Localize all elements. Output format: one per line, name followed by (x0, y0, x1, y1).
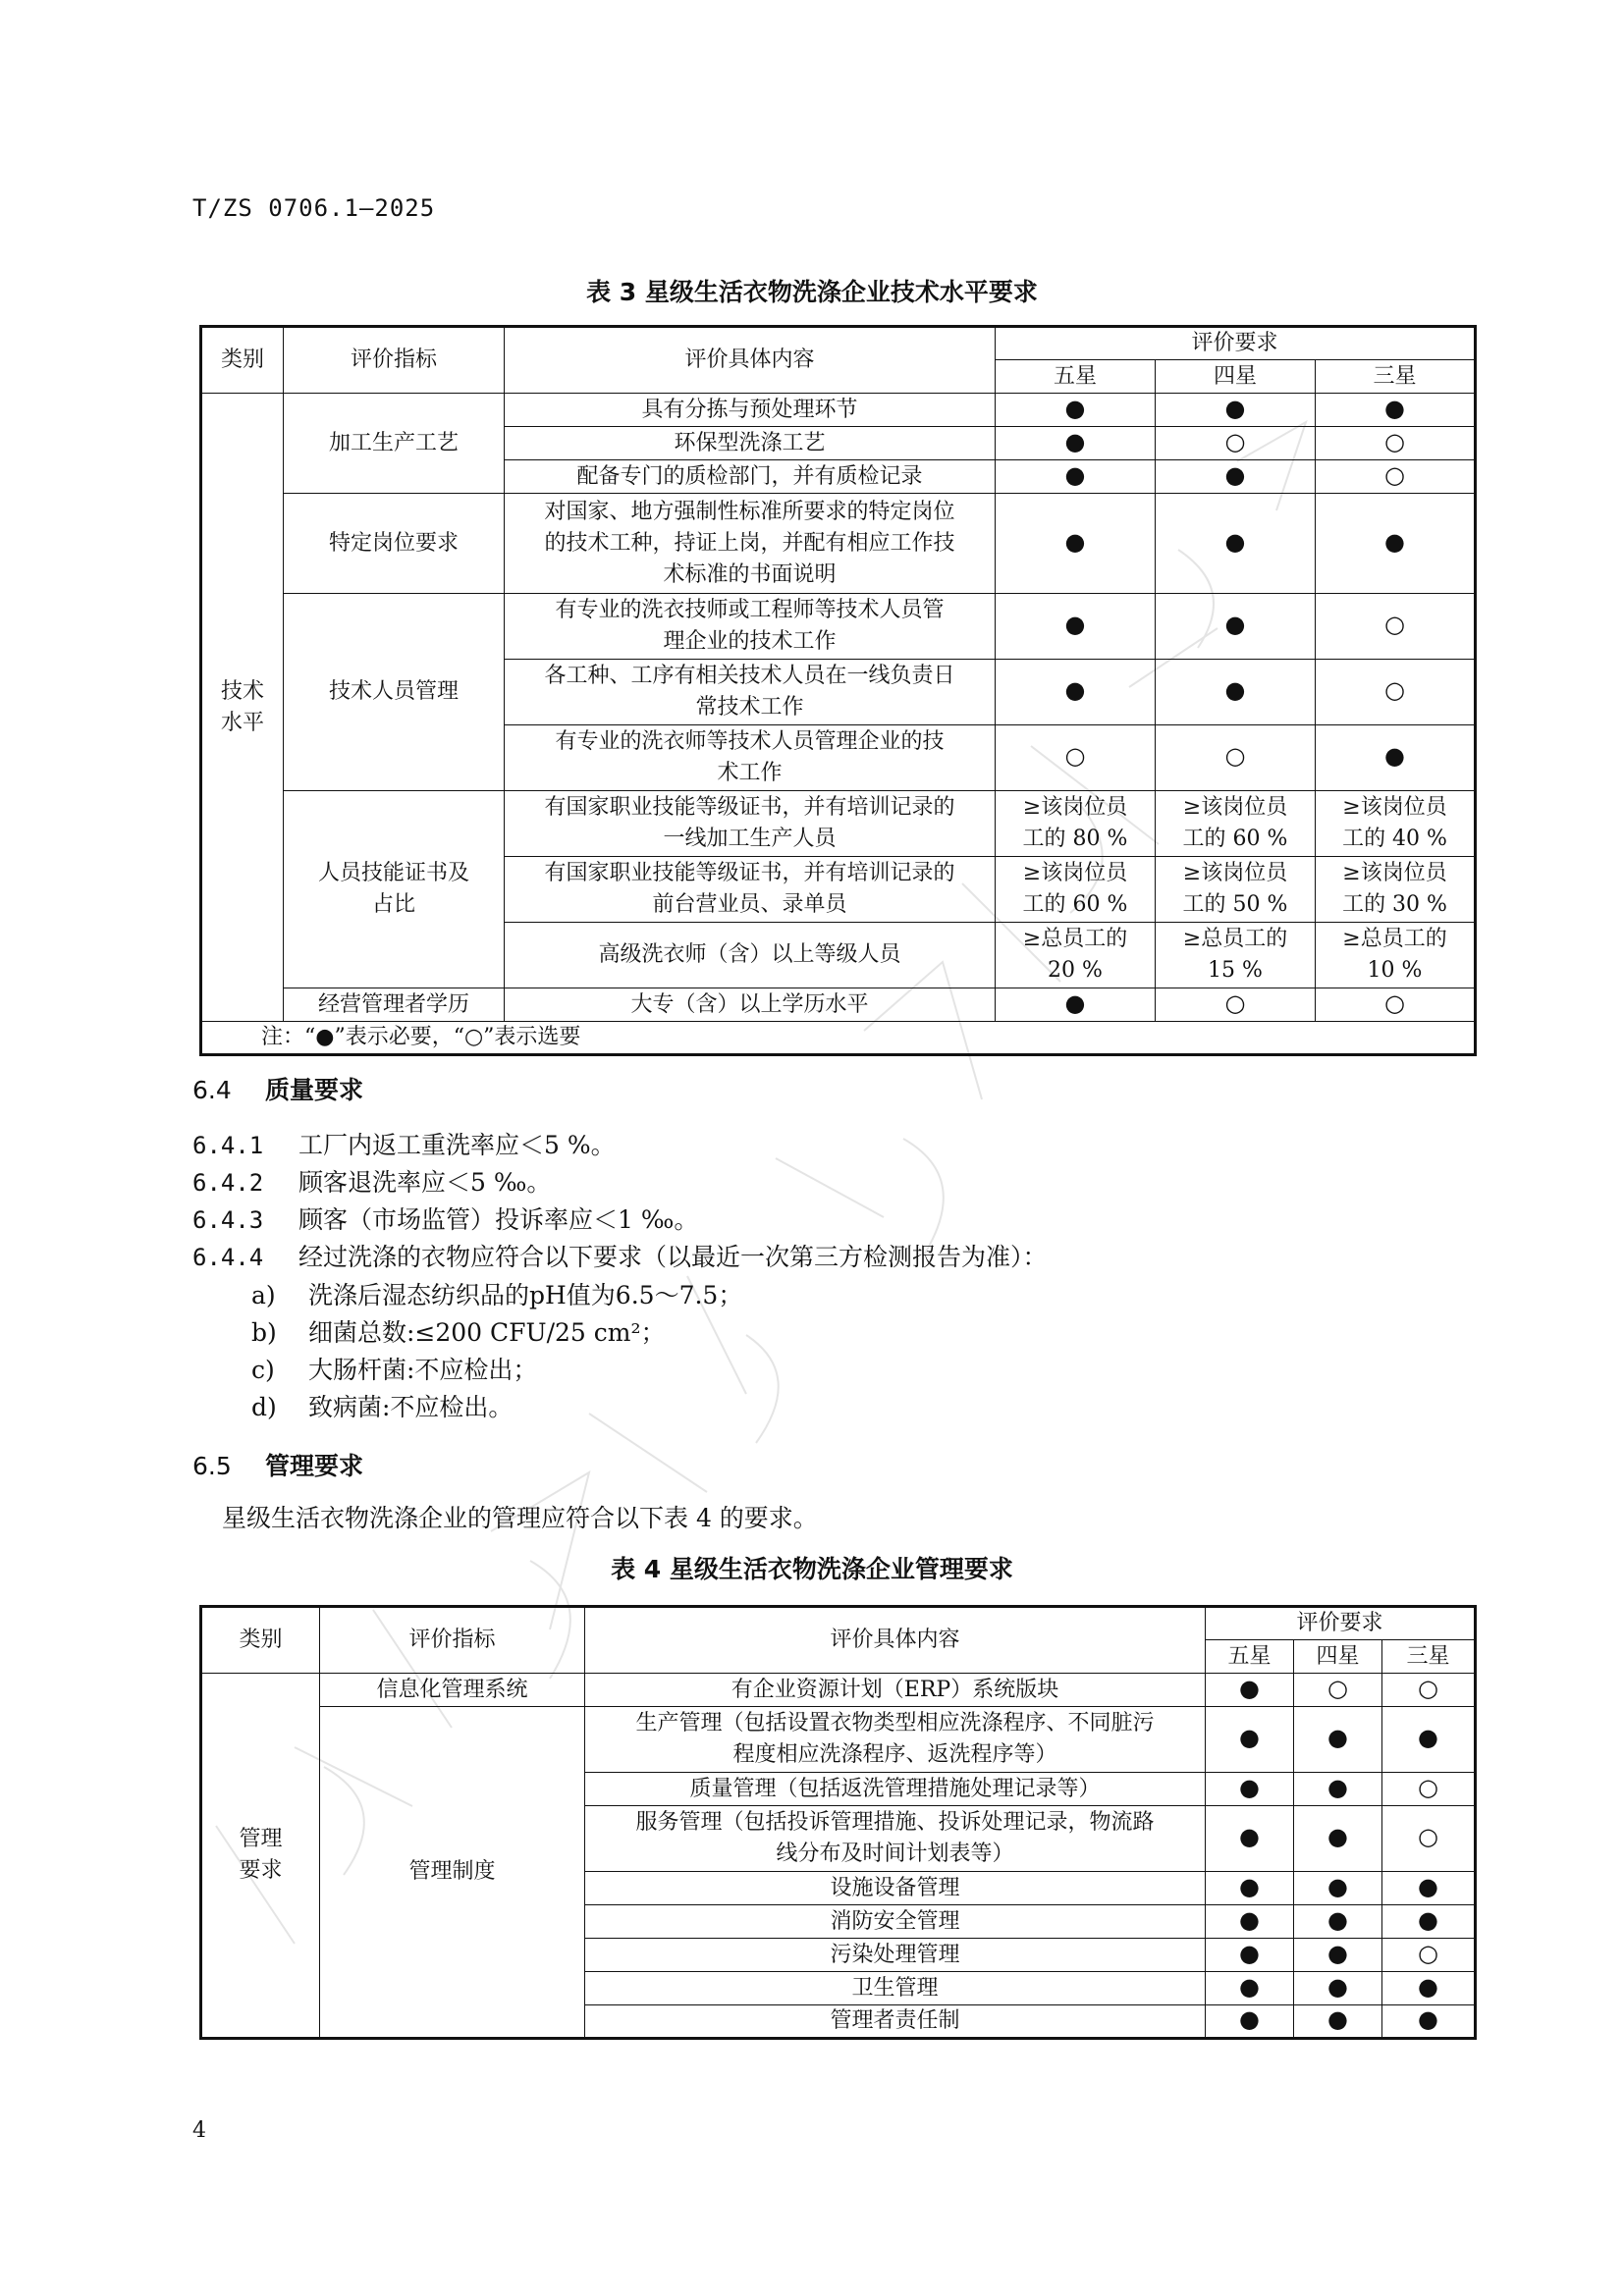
header-eval: 评价要求 (1206, 1607, 1476, 1640)
header-three-star: 三星 (1382, 1640, 1476, 1674)
clause (192, 1126, 616, 1161)
table-note: 注：“●”表示必要，“○”表示选要 (201, 1022, 1476, 1055)
content-cell: 污染处理管理 (585, 1939, 1206, 1972)
content-cell: 有专业的洗衣师等技术人员管理企业的技 术工作 (505, 725, 996, 791)
list-item (251, 1388, 513, 1423)
header-five-star: 五星 (996, 360, 1156, 394)
page-number: 4 (192, 2118, 206, 2143)
indicator-cell: 人员技能证书及 占比 (284, 791, 505, 988)
list-text: 洗涤后湿态纺织品的pH值为6.5～7.5； (308, 1281, 743, 1309)
rating-symbol (1327, 1823, 1348, 1850)
rating-symbol (1065, 395, 1086, 422)
rating-symbol (1065, 461, 1086, 489)
rating-symbol (1418, 1823, 1438, 1850)
indicator-cell: 经营管理者学历 (284, 988, 505, 1022)
list-text: 细菌总数:≤200 CFU/25 cm²； (308, 1318, 666, 1347)
list-label: a) (251, 1281, 276, 1309)
content-cell: 环保型洗涤工艺 (505, 427, 996, 460)
section-title: 质量要求 (265, 1076, 364, 1104)
header-eval: 评价要求 (996, 327, 1476, 360)
clause-text: 经过洗涤的衣物应符合以下要求（以最近一次第三方检测报告为准）： (298, 1243, 1048, 1271)
list-text: 致病菌:不应检出。 (308, 1393, 514, 1421)
rating-symbol (1384, 742, 1405, 770)
content-cell: 配备专门的质检部门，并有质检记录 (505, 460, 996, 494)
table-3 (199, 325, 1477, 1056)
rating-symbol (1065, 676, 1086, 704)
rating-text: ≥该岗位员 工的 30 % (1316, 857, 1476, 923)
rating-symbol (1225, 428, 1246, 455)
category-cell: 技术 水平 (201, 394, 284, 1022)
table-row (201, 594, 1476, 660)
rating-symbol (1239, 1823, 1260, 1850)
rating-symbol (1418, 1675, 1438, 1702)
rating-symbol (1418, 1774, 1438, 1801)
table-row (201, 494, 1476, 594)
rating-symbol (1418, 2005, 1438, 2033)
rating-symbol (1418, 1940, 1438, 1967)
content-cell: 大专（含）以上学历水平 (505, 988, 996, 1022)
rating-symbol (1327, 1906, 1348, 1934)
rating-text: ≥该岗位员 工的 40 % (1316, 791, 1476, 857)
header-content: 评价具体内容 (505, 327, 996, 394)
list-item (251, 1276, 742, 1311)
rating-text: ≥总员工的 10 % (1316, 923, 1476, 988)
rating-symbol (1239, 1906, 1260, 1934)
table-row (201, 1674, 1476, 1707)
clause-number: 6.4.3 (192, 1206, 264, 1234)
rating-symbol (1065, 428, 1086, 455)
rating-symbol (1225, 461, 1246, 489)
table-4-caption: 表 4 星级生活衣物洗涤企业管理要求 (611, 1555, 1013, 1583)
indicator-cell: 信息化管理系统 (320, 1674, 585, 1707)
content-cell: 有专业的洗衣技师或工程师等技术人员管 理企业的技术工作 (505, 594, 996, 660)
table-row (201, 1707, 1476, 1773)
indicator-cell: 技术人员管理 (284, 594, 505, 791)
list-label: c) (251, 1356, 275, 1384)
rating-symbol (1239, 1675, 1260, 1702)
rating-symbol (1225, 611, 1246, 638)
list-item (251, 1313, 666, 1349)
header-indicator: 评价指标 (320, 1607, 585, 1674)
clause (192, 1238, 1048, 1273)
rating-text: ≥该岗位员 工的 60 % (1156, 791, 1316, 857)
header-category: 类别 (201, 327, 284, 394)
paragraph: 星级生活衣物洗涤企业的管理应符合以下表 4 的要求。 (222, 1504, 818, 1532)
clause-text: 顾客（市场监管）投诉率应＜1 ‰。 (298, 1205, 699, 1234)
rating-text: ≥该岗位员 工的 50 % (1156, 857, 1316, 923)
rating-symbol (1239, 1973, 1260, 2001)
content-cell: 各工种、工序有相关技术人员在一线负责日 常技术工作 (505, 660, 996, 725)
rating-symbol (1239, 2005, 1260, 2033)
header-four-star: 四星 (1156, 360, 1316, 394)
content-cell: 服务管理（包括投诉管理措施、投诉处理记录，物流路 线分布及时间计划表等） (585, 1806, 1206, 1872)
rating-symbol (1065, 528, 1086, 556)
content-cell: 有企业资源计划（ERP）系统版块 (585, 1674, 1206, 1707)
rating-symbol (1418, 1873, 1438, 1900)
clause (192, 1201, 698, 1236)
content-cell: 管理者责任制 (585, 2005, 1206, 2039)
rating-symbol (1327, 1774, 1348, 1801)
rating-symbol (1384, 676, 1405, 704)
section-6-5-heading (192, 1447, 363, 1482)
section-number: 6.4 (192, 1076, 232, 1104)
rating-symbol (1225, 676, 1246, 704)
rating-symbol (1327, 2005, 1348, 2033)
rating-symbol (1239, 1724, 1260, 1751)
rating-symbol (1418, 1724, 1438, 1751)
indicator-cell: 加工生产工艺 (284, 394, 505, 494)
table-4 (199, 1605, 1477, 2040)
rating-symbol (1418, 1973, 1438, 2001)
list-label: d) (251, 1393, 277, 1421)
indicator-cell: 管理制度 (320, 1707, 585, 2039)
rating-symbol (1239, 1774, 1260, 1801)
rating-symbol (1327, 1675, 1348, 1702)
rating-symbol (1384, 528, 1405, 556)
rating-text: ≥该岗位员 工的 60 % (996, 857, 1156, 923)
section-6-4-heading (192, 1071, 363, 1106)
content-cell: 有国家职业技能等级证书，并有培训记录的 前台营业员、录单员 (505, 857, 996, 923)
rating-symbol (1225, 989, 1246, 1017)
rating-symbol (1225, 528, 1246, 556)
table-3-caption: 表 3 星级生活衣物洗涤企业技术水平要求 (586, 278, 1038, 306)
header-indicator: 评价指标 (284, 327, 505, 394)
rating-symbol (1327, 1724, 1348, 1751)
rating-text: ≥总员工的 15 % (1156, 923, 1316, 988)
rating-symbol (1384, 611, 1405, 638)
table-row (201, 988, 1476, 1022)
clause-text: 顾客退洗率应＜5 ‰。 (298, 1168, 552, 1197)
list-label: b) (251, 1318, 277, 1347)
content-cell: 设施设备管理 (585, 1872, 1206, 1905)
section-number: 6.5 (192, 1452, 232, 1480)
content-cell: 高级洗衣师（含）以上等级人员 (505, 923, 996, 988)
table-row (201, 791, 1476, 857)
rating-symbol (1384, 395, 1405, 422)
rating-symbol (1065, 742, 1086, 770)
section-title: 管理要求 (265, 1452, 364, 1480)
content-cell: 对国家、地方强制性标准所要求的特定岗位 的技术工种，持证上岗，并配有相应工作技 术标准的书面说明 (505, 494, 996, 594)
content-cell: 卫生管理 (585, 1972, 1206, 2005)
rating-symbol (1239, 1873, 1260, 1900)
header-five-star: 五星 (1206, 1640, 1294, 1674)
table-row (201, 394, 1476, 427)
indicator-cell: 特定岗位要求 (284, 494, 505, 594)
list-text: 大肠杆菌:不应检出； (308, 1356, 538, 1384)
rating-symbol (1384, 989, 1405, 1017)
clause-number: 6.4.1 (192, 1132, 264, 1159)
content-cell: 具有分拣与预处理环节 (505, 394, 996, 427)
header-three-star: 三星 (1316, 360, 1476, 394)
list-item (251, 1351, 537, 1386)
rating-symbol (1327, 1873, 1348, 1900)
category-cell: 管理 要求 (201, 1674, 320, 2039)
clause (192, 1163, 551, 1199)
content-cell: 消防安全管理 (585, 1905, 1206, 1939)
rating-symbol (1327, 1973, 1348, 2001)
rating-symbol (1225, 742, 1246, 770)
header-category: 类别 (201, 1607, 320, 1674)
content-cell: 生产管理（包括设置衣物类型相应洗涤程序、不同脏污 程度相应洗涤程序、返洗程序等） (585, 1707, 1206, 1773)
rating-symbol (1065, 611, 1086, 638)
rating-symbol (1239, 1940, 1260, 1967)
rating-text: ≥总员工的 20 % (996, 923, 1156, 988)
rating-symbol (1384, 461, 1405, 489)
clause-text: 工厂内返工重洗率应＜5 %。 (298, 1131, 616, 1159)
header-four-star: 四星 (1294, 1640, 1382, 1674)
content-cell: 有国家职业技能等级证书，并有培训记录的 一线加工生产人员 (505, 791, 996, 857)
rating-symbol (1418, 1906, 1438, 1934)
rating-symbol (1384, 428, 1405, 455)
rating-symbol (1065, 989, 1086, 1017)
clause-number: 6.4.4 (192, 1244, 264, 1271)
rating-symbol (1327, 1940, 1348, 1967)
header-content: 评价具体内容 (585, 1607, 1206, 1674)
standard-code: T/ZS 0706.1—2025 (192, 194, 436, 222)
content-cell: 质量管理（包括返洗管理措施处理记录等） (585, 1773, 1206, 1806)
clause-number: 6.4.2 (192, 1169, 264, 1197)
rating-text: ≥该岗位员 工的 80 % (996, 791, 1156, 857)
rating-symbol (1225, 395, 1246, 422)
